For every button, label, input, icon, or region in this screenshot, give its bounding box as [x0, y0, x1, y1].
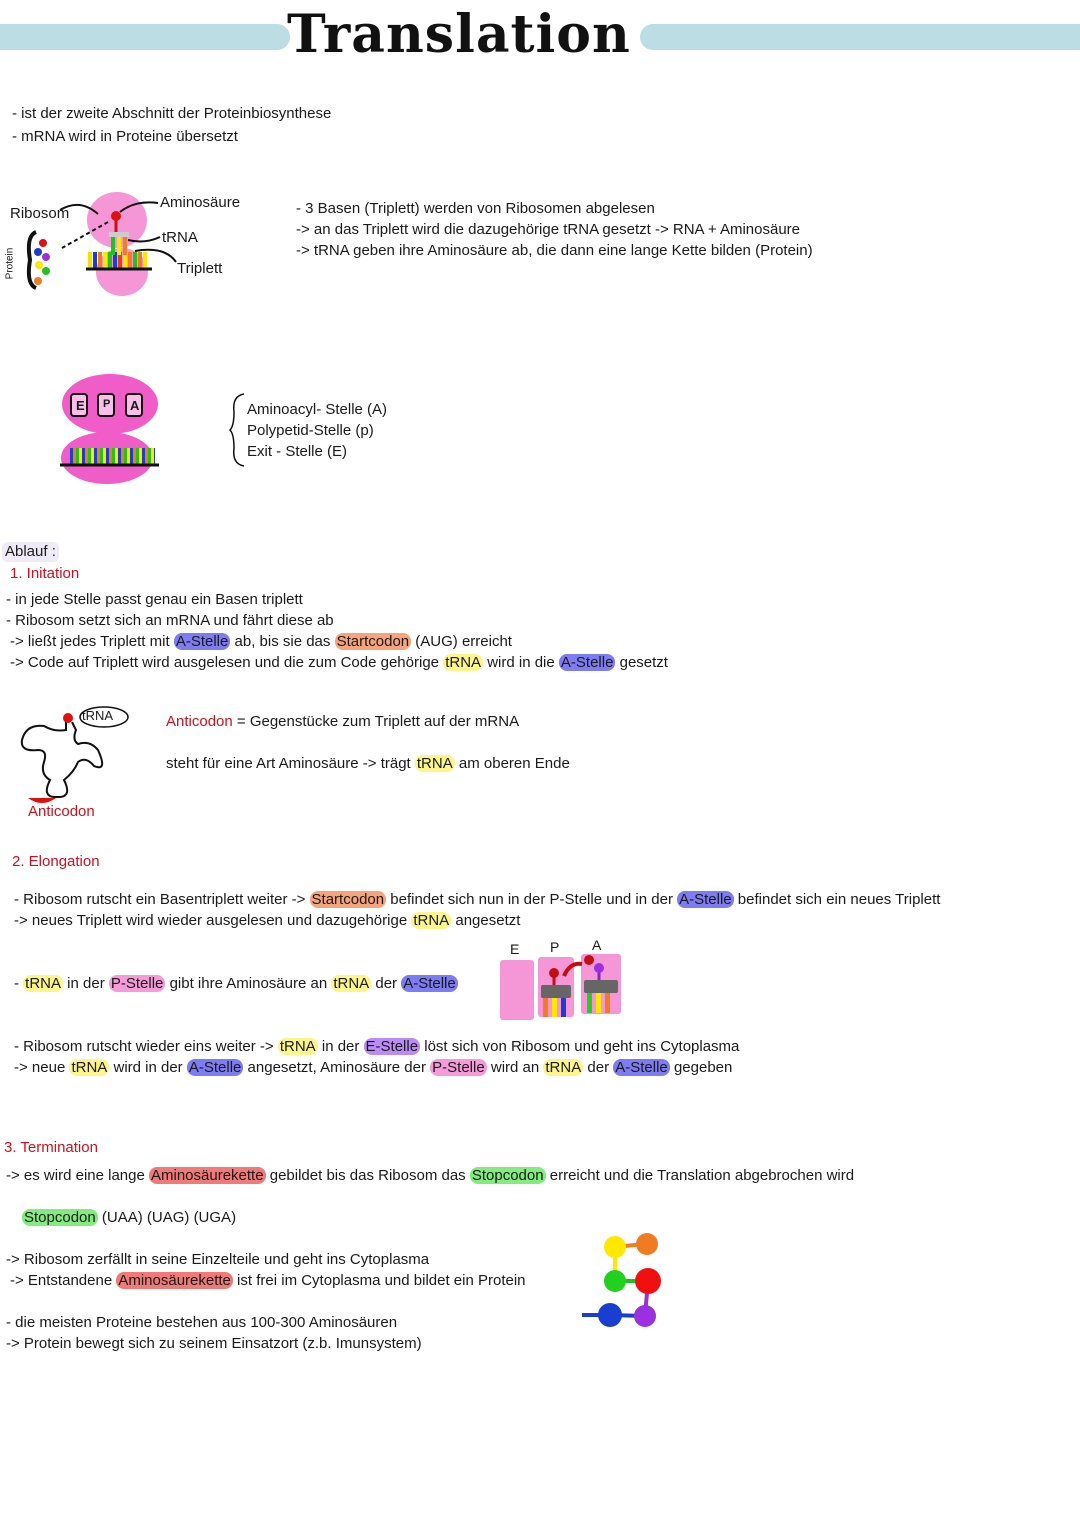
trna-label: tRNA [82, 708, 114, 723]
termination-line [10, 1271, 526, 1291]
text-segment: -> an das Triplett wird die dazugehörige tRNA gesetzt -> RNA + Aminosäure [296, 221, 801, 238]
text-segment: - Ribosom setzt sich an mRNA und fährt diese ab [6, 612, 334, 629]
site-p: P [103, 398, 111, 410]
highlighted-term: E-Stelle [365, 1038, 419, 1055]
elongation-line [14, 1037, 739, 1057]
termination-line [22, 1208, 236, 1228]
elongation-line [14, 890, 940, 910]
text-segment: -> neue [14, 1059, 70, 1076]
info-line [296, 199, 655, 219]
text-segment: angesetzt [451, 912, 521, 929]
elongation-heading: 2. Elongation [12, 853, 100, 870]
info-line [296, 241, 813, 261]
label-protein: Protein [4, 247, 16, 280]
text-segment: steht für eine Art Aminosäure -> trägt [166, 755, 415, 772]
initiation-heading: 1. Initation [10, 565, 80, 582]
text-segment: gegeben [669, 1059, 733, 1076]
text-segment: - Ribosom rutscht ein Basentriplett weiter -> [14, 891, 310, 908]
intro-line [12, 127, 238, 147]
brace-icon [228, 392, 248, 468]
ablauf-heading: Ablauf : [2, 542, 59, 562]
text-segment: - mRNA wird in Proteine übersetzt [12, 128, 238, 145]
text-segment: -> tRNA geben ihre Aminosäure ab, die dann eine lange Kette bilden (Protein) [296, 242, 813, 259]
text-segment: - die meisten Proteine bestehen aus 100-300 Aminosäuren [6, 1314, 398, 1331]
highlighted-term: P-Stelle [432, 1059, 485, 1076]
text-segment: - ist der zweite Abschnitt der Proteinbiosynthese [12, 105, 332, 122]
initiation-line [10, 632, 512, 652]
site-a: A [130, 398, 140, 413]
highlighted-term: tRNA [71, 1059, 108, 1076]
text-segment: -> neues Triplett wird wieder ausgelesen und dazugehörige [14, 912, 412, 929]
label-aminosaeure: Aminosäure [160, 194, 241, 211]
intro-line [12, 104, 331, 124]
anticodon-line [166, 754, 570, 774]
highlighted-term: Startcodon [311, 891, 385, 908]
highlighted-term: P-Stelle [110, 975, 164, 992]
text-segment: (AUG) erreicht [411, 633, 512, 650]
title-bar-left [0, 24, 290, 50]
text-segment: Aminoacyl- Stelle (A) [247, 401, 388, 418]
text-segment: wird in der [109, 1059, 187, 1076]
text-segment: in der [63, 975, 109, 992]
text-segment: befindet sich nun in der P-Stelle und in der [386, 891, 678, 908]
highlighted-term: A-Stelle [679, 891, 732, 908]
site-description [247, 442, 347, 462]
highlighted-term: A-Stelle [188, 1059, 242, 1076]
text-segment: Anticodon [166, 713, 233, 730]
termination-line [6, 1334, 422, 1354]
termination-heading: 3. Termination [4, 1139, 98, 1156]
title-bar-right [640, 24, 1080, 50]
text-segment: der [583, 1059, 614, 1076]
highlighted-term: Stopcodon [471, 1167, 544, 1184]
text-segment: -> Code auf Triplett wird ausgelesen und die zum Code gehörige [10, 654, 444, 671]
text-segment: - 3 Basen (Triplett) werden von Ribosomen abgelesen [296, 200, 655, 217]
text-segment: -> ließt jedes Triplett mit [10, 633, 174, 650]
text-segment: - Ribosom rutscht wieder eins weiter -> [14, 1038, 278, 1055]
highlighted-term: A-Stelle [175, 633, 229, 650]
highlighted-term: Aminosäurekette [118, 1272, 231, 1289]
label-ribosom: Ribosom [10, 205, 70, 222]
text-segment: -> es wird eine lange [6, 1167, 149, 1184]
text-segment: am oberen Ende [454, 755, 570, 772]
text-segment: wird in die [483, 654, 559, 671]
text-segment: gebildet bis das Ribosom das [265, 1167, 470, 1184]
elongation-diagram [498, 950, 628, 1022]
text-segment: der [371, 975, 402, 992]
text-segment: (UAA) (UAG) (UGA) [97, 1209, 237, 1226]
termination-line [6, 1313, 397, 1333]
highlighted-term: A-Stelle [560, 654, 614, 671]
elongation-line [14, 1058, 732, 1078]
text-segment: gesetzt [615, 654, 668, 671]
elong-site-a: A [592, 937, 602, 953]
highlighted-term: Startcodon [336, 633, 410, 650]
text-segment: -> Protein bewegt sich zu seinem Einsatzort (z.b. Imunsystem) [6, 1335, 422, 1352]
text-segment: befindet sich ein neues Triplett [733, 891, 941, 908]
site-e: E [76, 398, 85, 413]
protein-icon [580, 1232, 670, 1332]
label-triplett: Triplett [177, 260, 223, 277]
highlighted-term: tRNA [445, 654, 482, 671]
highlighted-term: tRNA [413, 912, 450, 929]
highlighted-term: A-Stelle [615, 1059, 668, 1076]
text-segment: erreicht und die Translation abgebrochen wird [545, 1167, 855, 1184]
elongation-line [14, 974, 458, 994]
text-segment: in der [317, 1038, 364, 1055]
text-segment: ab, bis sie das [230, 633, 335, 650]
anticodon-label: Anticodon [28, 803, 95, 820]
text-segment: -> Ribosom zerfällt in seine Einzelteile und geht ins Cytoplasma [6, 1251, 430, 1268]
page-title: Translation [287, 4, 631, 65]
highlighted-term: A-Stelle [403, 975, 456, 992]
highlighted-term: Stopcodon [24, 1209, 96, 1226]
label-trna: tRNA [162, 229, 198, 246]
highlighted-term: Aminosäurekette [151, 1167, 264, 1184]
info-line [296, 220, 800, 240]
text-segment: wird an [486, 1059, 544, 1076]
text-segment: - in jede Stelle passt genau ein Basen triplett [6, 591, 303, 608]
text-segment: Exit - Stelle (E) [247, 443, 348, 460]
highlighted-term: tRNA [333, 975, 370, 992]
text-segment: löst sich von Ribosom und geht ins Cytoplasma [420, 1038, 740, 1055]
text-segment: Polypetid-Stelle (p) [247, 422, 374, 439]
text-segment: angesetzt, Aminosäure der [243, 1059, 431, 1076]
site-description [247, 400, 387, 420]
trna-drawing [14, 700, 134, 800]
text-segment: gibt ihre Aminosäure an [165, 975, 332, 992]
highlighted-term: tRNA [545, 1059, 582, 1076]
highlighted-term: tRNA [279, 1038, 316, 1055]
highlighted-term: tRNA [25, 975, 62, 992]
initiation-line [10, 653, 668, 673]
termination-line [6, 1250, 429, 1270]
ribosome-sites-diagram [55, 370, 165, 490]
text-segment: - [14, 975, 24, 992]
initiation-line [6, 611, 334, 631]
text-segment: ist frei im Cytoplasma und bildet ein Protein [232, 1272, 526, 1289]
text-segment: = Gegenstücke zum Triplett auf der mRNA [232, 713, 520, 730]
text-segment: -> Entstandene [10, 1272, 117, 1289]
initiation-line [6, 590, 303, 610]
highlighted-term: tRNA [416, 755, 453, 772]
elong-site-e: E [510, 941, 520, 957]
site-description [247, 421, 374, 441]
elongation-line [14, 911, 520, 931]
anticodon-line [166, 712, 519, 732]
termination-line [6, 1166, 854, 1186]
elong-site-p: P [550, 939, 560, 955]
